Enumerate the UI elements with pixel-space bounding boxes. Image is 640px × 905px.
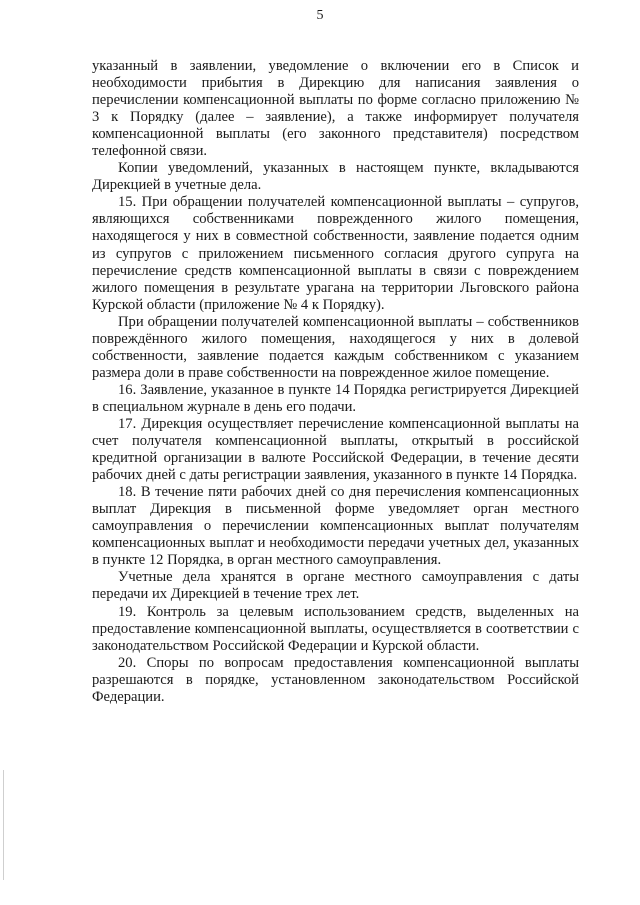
- document-body: [92, 58, 579, 706]
- paragraph-16: 16. Заявление, указанное в пункте 14 Порядка регистрируется Дирекцией в специальном журнале в день его подачи.: [92, 381, 579, 415]
- paragraph-15-shared: При обращении получателей компенсационной выплаты – собственников повреждённого жилого помещения, находящегося у них в долевой собственности, заявление подается каждым собственником с указанием размера доли в праве собственности на поврежденное жилое помещение.: [92, 313, 579, 381]
- paragraph-17: 17. Дирекция осуществляет перечисление компенсационной выплаты на счет получателя компенсационной выплаты, открытый в российской кредитной организации в валюте Российской Федерации, в течение десяти рабочих дней с даты регистрации заявления, указанного в пункте 14 Порядка.: [92, 415, 579, 484]
- scan-edge-mark: [3, 770, 4, 880]
- paragraph-18-storage: Учетные дела хранятся в органе местного самоуправления с даты передачи их Дирекцией в течение трех лет.: [92, 569, 579, 603]
- paragraph-continuation: указанный в заявлении, уведомление о включении его в Список и необходимости прибытия в Дирекцию для написания заявления о перечислении компенсационной выплаты по форме согласно приложению № 3 к Порядку (далее – заявление), а также информирует получателя компенсационной выплаты (его законного представителя) посредством телефонной связи.: [92, 58, 579, 160]
- paragraph-18: 18. В течение пяти рабочих дней со дня перечисления компенсационных выплат Дирекция в письменной форме уведомляет орган местного самоуправления о перечислении компенсационных выплат получателям компенсационных выплат и необходимости передачи учетных дел, указанных в пункте 12 Порядка, в орган местного самоуправления.: [92, 484, 579, 569]
- page-number: 5: [316, 8, 324, 23]
- paragraph-15: 15. При обращении получателей компенсационной выплаты – супругов, являющихся собственниками поврежденного жилого помещения, находящегося у них в совместной собственности, заявление подается одним из супругов с приложением письменного согласия другого супруга на перечисление средств компенсационной выплаты в связи с повреждением жилого помещения в результате урагана на территории Льговского района Курской области (приложение № 4 к Порядку).: [92, 194, 579, 313]
- paragraph-19: 19. Контроль за целевым использованием средств, выделенных на предоставление компенсационной выплаты, осуществляется в соответствии с законодательством Российской Федерации и Курской области.: [92, 603, 579, 654]
- paragraph-20: 20. Споры по вопросам предоставления компенсационной выплаты разрешаются в порядке, установленном законодательством Российской Федерации.: [92, 654, 579, 705]
- paragraph-copies: Копии уведомлений, указанных в настоящем пункте, вкладываются Дирекцией в учетные дела.: [92, 160, 579, 194]
